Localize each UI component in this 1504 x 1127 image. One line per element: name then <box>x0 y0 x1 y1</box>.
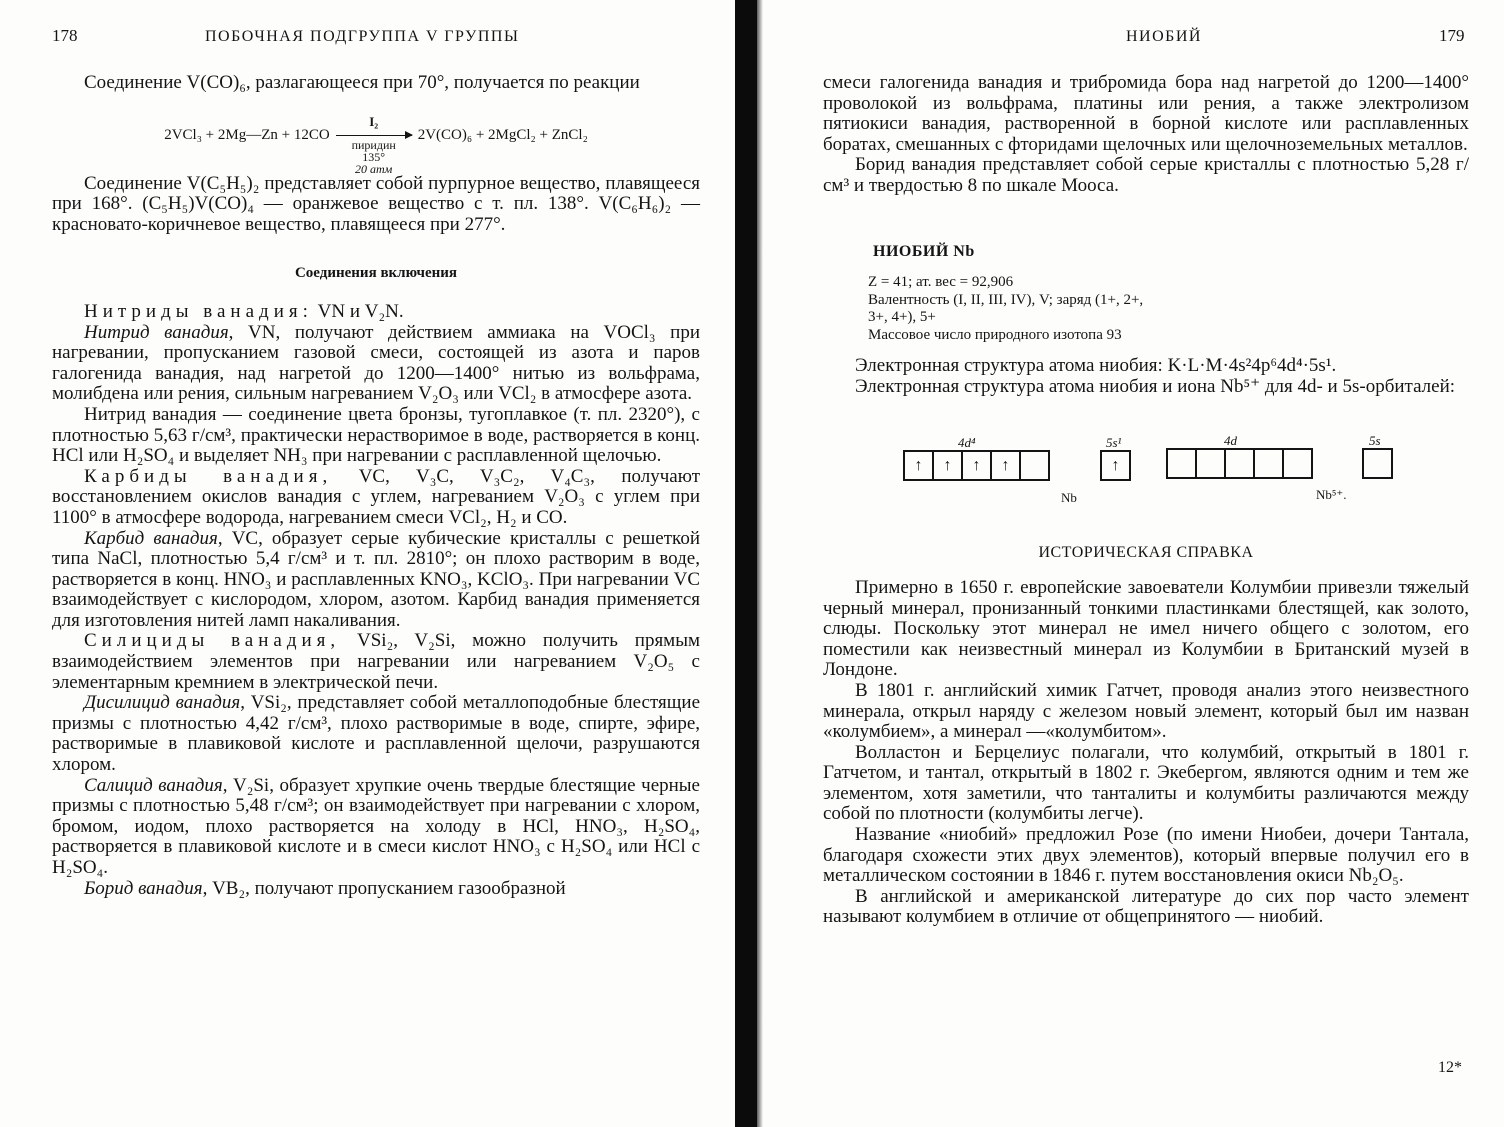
nb-4d-orbitals <box>903 450 1050 481</box>
paragraph: Соединение V(C₅H₅)₂ представляет собой пурпурное вещество, плавящееся при 168°. (C₅H₅)V(CO)₄ — оранжевое вещество с т. пл. 138°. V(C₆H₆)₂ — красновато-коричневое вещество, плавящееся при 277°. <box>52 172 700 235</box>
paragraph: Нитрид ванадия, VN, получают действием аммиака на VOCl₃ при нагревании, пропусканием газовой смеси, состоящей из азота и паров галогенида ванадия, над нагретой до 1200—1400° нитью из вольфрама, молибдена или рения, сильным нагреванием V₂O₃ или VCl₂ в атмосфере азота. <box>52 321 700 405</box>
catalyst-label: I₂ <box>369 114 379 130</box>
italic-term: Нитрид ванадия <box>84 321 229 343</box>
paragraph: Название «ниобий» предложил Розе (по имени Ниобеи, дочери Тантала, благодаря схожести этих двух элементов), который впервые получил его в металлическом состоянии в 1846 г. путем восстановления окиси Nb₂O₅. <box>823 824 1469 887</box>
running-head-right: НИОБИЙ <box>1126 28 1202 45</box>
paragraph: Соединение V(CO)₆, разлагающееся при 70°, получается по реакции <box>84 72 640 93</box>
empty-orbital <box>1282 448 1313 479</box>
paragraph: Борид ванадия представляет собой серые кристаллы с плотностью 5,28 г/см³ и твердостью 8 по шкале Мооса. <box>823 154 1469 196</box>
italic-term: Салицид ванадия <box>84 774 223 796</box>
condition-pressure: 20 атм <box>355 161 393 176</box>
signature-mark: 12* <box>1438 1059 1462 1076</box>
italic-term: Борид ванадия <box>84 877 203 899</box>
paragraph: Электронная структура атома ниобия и иона Nb⁵⁺ для 4d- и 5s-орбиталей: <box>855 375 1456 397</box>
book-gutter <box>735 0 757 1127</box>
italic-term: Карбид ванадия <box>84 527 218 549</box>
equation-reactants: 2VCl₃ + 2Mg—Zn + 12CO <box>164 127 330 144</box>
reaction-equation <box>52 106 700 176</box>
running-head-left: ПОБОЧНАЯ ПОДГРУППА V ГРУППЫ <box>205 28 520 45</box>
nb-5s-orbital <box>1100 450 1131 481</box>
property-line: Z = 41; ат. вес = 92,906 <box>868 274 1014 291</box>
arrow-up-icon: ↑ <box>961 450 992 481</box>
arrow-up-icon: ↑ <box>903 450 934 481</box>
empty-orbital <box>1224 448 1255 479</box>
gutter-shadow <box>757 0 763 1127</box>
paragraph: Нитрид ванадия — соединение цвета бронзы, тугоплавкое (т. пл. 2320°), с плотностью 5,63 г/см³, практически нерастворимое в воде, растворяется в конц. HCl или H₂SO₄ и выделяет NH₃ при нагревании с расплавленной щелочью. <box>52 403 700 467</box>
page-number-left: 178 <box>52 26 78 45</box>
ion-label: Nb⁵⁺. <box>1316 487 1347 503</box>
empty-orbital <box>1362 448 1393 479</box>
orbital-label-4d: 4d <box>1224 433 1237 449</box>
paragraph: Салицид ванадия, V₂Si, образует хрупкие очень твердые блестящие черные призмы с плотностью 5,48 г/см³; он взаимодействует при нагревании с хлором, бромом, иодом, плохо растворяется на холоду в HCl, HNO₃, H₂SO₄, растворяется в плавиковой кислоте и в смеси кислот HNO₃ с H₂SO₄ или HCl с H₂SO₄. <box>52 774 700 878</box>
paragraph: Карбиды ванадия, VC, V₃C, V₃C₂, V₄C₃, получают восстановлением окислов ванадия с углем, нагреванием V₂O₃ с углем при 1100° в атмосфере водорода, нагреванием смеси VCl₂, H₂ и CO. <box>52 465 700 528</box>
property-line: Валентность (I, II, III, IV), V; заряд (1+, 2+, <box>868 291 1144 308</box>
page-number-right: 179 <box>1439 26 1465 45</box>
paragraph: В 1801 г. английский химик Гатчет, проводя анализ этого неизвестного минерала, открыл наряду с железом новый элемент, который был им назван «колумбием», а минерал —«колумбитом». <box>823 679 1469 743</box>
right-page <box>770 0 1504 1127</box>
reaction-arrow <box>336 112 412 175</box>
equation-products: 2V(CO)₆ + 2MgCl₂ + ZnCl₂ <box>417 127 588 144</box>
condition-solvent: пиридин <box>351 137 396 152</box>
spaced-term: Карбиды ванадия, <box>84 465 333 487</box>
history-heading: ИСТОРИЧЕСКАЯ СПРАВКА <box>1038 544 1254 562</box>
orbital-label-4d4: 4d⁴ <box>958 435 976 451</box>
arrow-icon <box>336 135 412 136</box>
spaced-term: Нитриды ванадия: <box>84 300 313 322</box>
empty-orbital <box>1166 448 1197 479</box>
left-page <box>0 0 735 1127</box>
ion-5s-orbital <box>1362 448 1393 479</box>
paragraph: Борид ванадия, VB₂, получают пропусканием газообразной <box>84 877 566 899</box>
formula: VN и V₂N. <box>317 300 404 322</box>
orbital-label-5s1: 5s¹ <box>1106 435 1122 451</box>
arrow-up-icon: ↑ <box>990 450 1021 481</box>
paragraph: смеси галогенида ванадия и трибромида бора над нагретой до 1200—1400° проволокой из вольфрама, платины или рения, а также электролизом пятиокиси ванадия, растворенной в борной кислоте или расплавленных боратах, смешанных с фторидами щелочных или щелочноземельных металлов. <box>823 72 1469 155</box>
paragraph: Карбид ванадия, VC, образует серые кубические кристаллы с решеткой типа NaCl, плотностью 5,4 г/см³ и т. пл. 2810°; он плохо растворим в воде, растворяется в конц. HNO₃ и расплавленных KNO₃, KClO₃. При нагревании VC взаимодействует с кислородом, хлором, азотом. Карбид ванадия применяется для изготовления нитей ламп накаливания. <box>52 527 700 631</box>
empty-orbital <box>1019 450 1050 481</box>
orbital-diagram <box>823 405 1469 515</box>
left-text-column <box>52 73 700 899</box>
right-text-column <box>823 73 1469 928</box>
paragraph: Волластон и Берцелиус полагали, что колумбий, открытый в 1801 г. Гатчетом, и тантал, открытый в 1802 г. Экебергом, являются одним и тем же элементом, хотя заметили, что танталиты и колумбиты различаются между собой по плотности (колумбиты легче). <box>823 741 1469 825</box>
empty-orbital <box>1253 448 1284 479</box>
orbital-label-5s: 5s <box>1369 433 1381 449</box>
paragraph <box>52 302 700 323</box>
arrow-up-icon: ↑ <box>932 450 963 481</box>
empty-orbital <box>1195 448 1226 479</box>
paragraph: В английской и американской литературе до сих пор часто элемент называют колумбием в отличие от общепринятого — ниобий. <box>823 885 1469 928</box>
spaced-term: Силициды ванадия, <box>84 630 341 652</box>
paragraph: Электронная структура атома ниобия: K·L·M·4s²4p⁶4d⁴·5s¹. <box>855 355 1337 377</box>
condition-temperature: 135° <box>362 149 386 164</box>
element-properties <box>868 274 1469 344</box>
paragraph: Дисилицид ванадия, VSi₂, представляет собой металлоподобные блестящие призмы с плотностью 4,42 г/см³, плохо растворимые в воде, спирте, эфире, растворимые в плавиковой кислоте и расплавленной щелочи, разрушаются хлором. <box>52 692 700 776</box>
property-line: Массовое число природного изотопа 93 <box>868 326 1122 343</box>
property-line: 3+, 4+), 5+ <box>868 309 936 326</box>
arrow-up-icon: ↑ <box>1100 450 1131 481</box>
paragraph: Силициды ванадия, VSi₂, V₂Si, можно получить прямым взаимодействием элементов при нагревании или нагреванием V₂O₅ с элементарным кремнием в электрической печи. <box>52 630 700 693</box>
ion-4d-orbitals <box>1166 448 1313 479</box>
italic-term: Дисилицид ванадия <box>84 692 241 714</box>
paragraph: Примерно в 1650 г. европейские завоеватели Колумбии привезли тяжелый черный минерал, пронизанный тонкими пластинками блестящей, как золото, слюды. Поскольку этот минерал не имел ничего общего с золотом, его поместили как неизвестный минерал из Колумбии в Британский музей в Лондоне. <box>823 576 1469 681</box>
element-heading: НИОБИЙ Nb <box>873 242 975 260</box>
section-heading: Соединения включения <box>294 265 458 282</box>
nb-label: Nb <box>1061 490 1077 506</box>
